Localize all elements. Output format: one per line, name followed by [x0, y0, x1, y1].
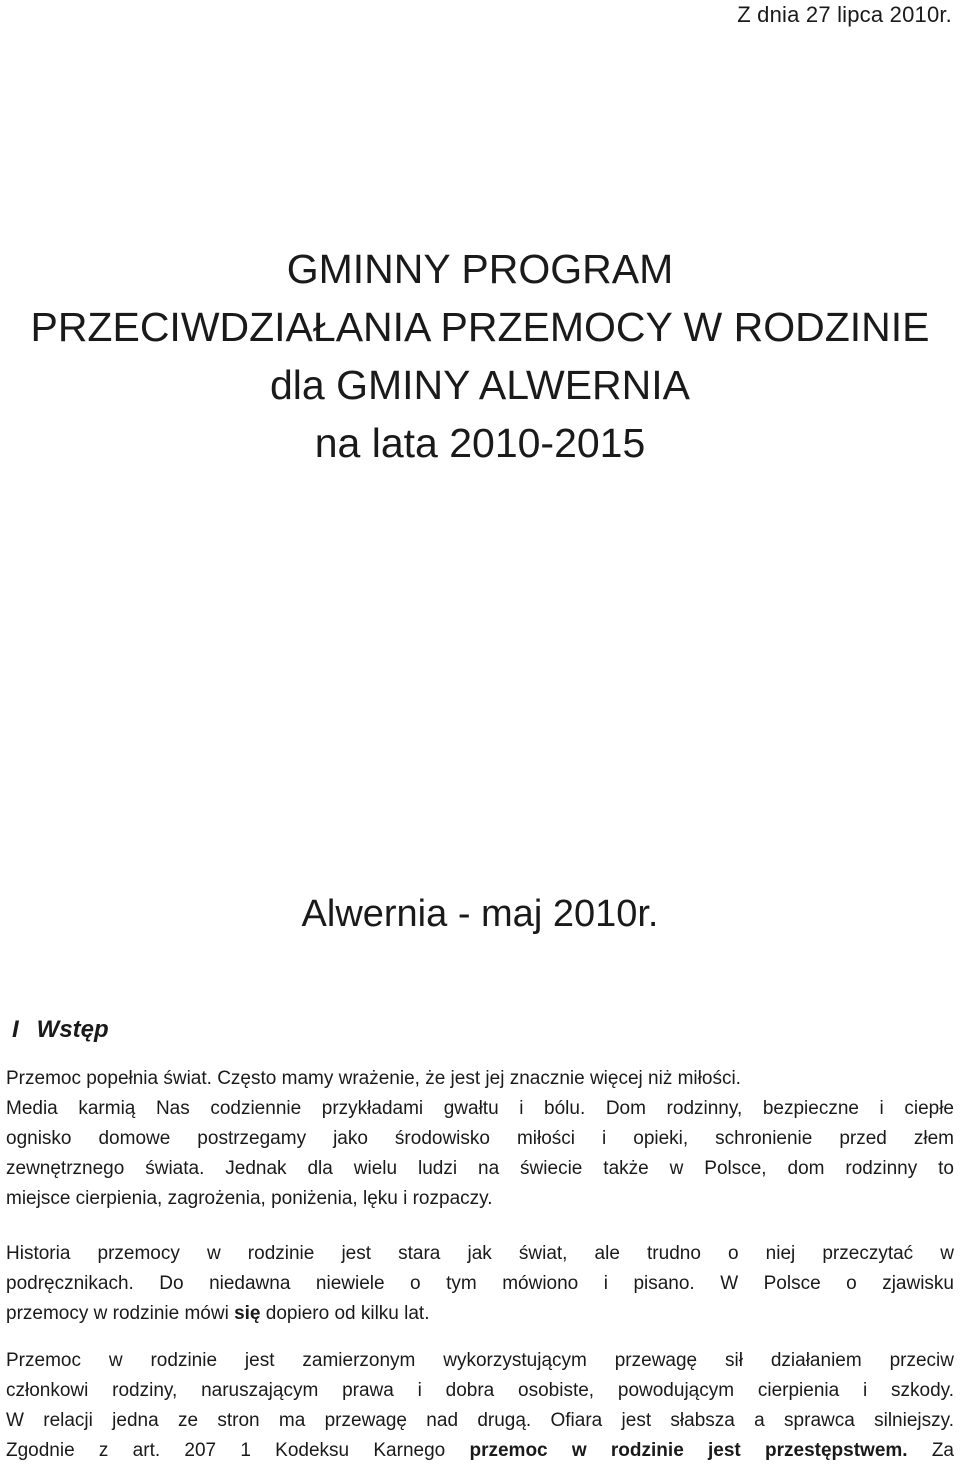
- document-date: Z dnia 27 lipca 2010r.: [737, 2, 952, 27]
- paragraph-line: Przemoc popełnia świat. Często mamy wrażenie, że jest jej znacznie więcej niż miłości.: [6, 1068, 741, 1089]
- text-run: Za: [907, 1440, 954, 1461]
- section-number: I: [12, 1016, 19, 1043]
- bold-text: się: [234, 1303, 261, 1324]
- paragraph-line: [6, 1436, 954, 1466]
- paragraph-line: ognisko domowe postrzegamy jako środowisko miłości i opieki, schronienie przed złem: [6, 1128, 954, 1149]
- section-title: Wstęp: [36, 1016, 109, 1043]
- paragraph-definition: [6, 1346, 954, 1466]
- paragraph-history: [6, 1239, 954, 1329]
- paragraph-line: Przemoc w rodzinie jest zamierzonym wykorzystującym przewagę sił działaniem przeciw: [6, 1350, 954, 1371]
- paragraph-line: zewnętrznego świata. Jednak dla wielu ludzi na świecie także w Polsce, dom rodzinny to: [6, 1158, 954, 1179]
- paragraph-line: W relacji jedna ze stron ma przewagę nad drugą. Ofiara jest słabsza a sprawca silniejszy.: [6, 1410, 954, 1431]
- paragraph-line: członkowi rodziny, naruszającym prawa i dobra osobiste, powodującym cierpienia i szkody.: [6, 1380, 954, 1401]
- paragraph-line: [6, 1299, 954, 1329]
- title-line-4: na lata 2010-2015: [314, 420, 646, 466]
- paragraph-line: Historia przemocy w rodzinie jest stara jak świat, ale trudno o niej przeczytać w: [6, 1243, 954, 1264]
- title-line-2: PRZECIWDZIAŁANIA PRZEMOCY W RODZINIE: [30, 304, 930, 350]
- title-line-3: dla GMINY ALWERNIA: [270, 362, 690, 408]
- text-run: dopiero od kilku lat.: [260, 1303, 430, 1324]
- section-heading: [12, 1016, 109, 1044]
- paragraph-intro: [6, 1064, 954, 1214]
- text-run: Zgodnie z art. 207 1 Kodeksu Karnego: [6, 1440, 470, 1461]
- bold-text: przemoc w rodzinie jest przestępstwem.: [469, 1440, 908, 1461]
- title-line-1: GMINNY PROGRAM: [286, 246, 674, 292]
- document-title: [0, 240, 960, 472]
- paragraph-line: miejsce cierpienia, zagrożenia, poniżenia, lęku i rozpaczy.: [6, 1188, 493, 1209]
- paragraph-line: Media karmią Nas codziennie przykładami gwałtu i bólu. Dom rodzinny, bezpieczne i ciepłe: [6, 1098, 954, 1119]
- place-and-date: Alwernia - maj 2010r.: [301, 893, 659, 935]
- paragraph-line: podręcznikach. Do niedawna niewiele o tym mówiono i pisano. W Polsce o zjawisku: [6, 1273, 954, 1294]
- text-run: przemocy w rodzinie mówi: [6, 1303, 235, 1324]
